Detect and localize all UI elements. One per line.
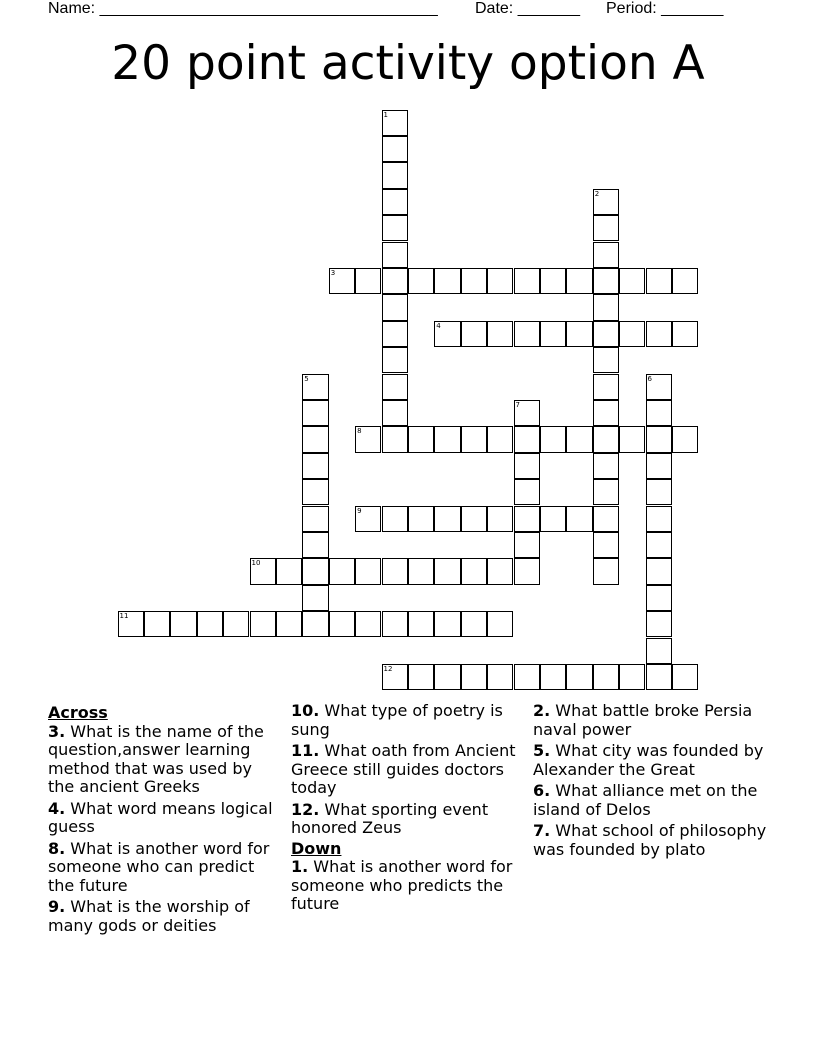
crossword-cell[interactable] (487, 558, 513, 584)
clue-text: What sporting event honored Zeus (291, 799, 489, 837)
crossword-cell[interactable] (646, 664, 672, 690)
crossword-cell[interactable] (646, 558, 672, 584)
crossword-cell[interactable] (619, 664, 645, 690)
crossword-cell[interactable] (566, 426, 592, 452)
clue-item (533, 782, 773, 819)
clue-item (291, 702, 526, 739)
clue-number-label: 9 (357, 506, 362, 515)
period-field[interactable]: Period: _______ (606, 0, 724, 17)
across-heading: Across (48, 703, 108, 722)
crossword-cell[interactable] (672, 268, 698, 294)
clue-number: 5. (533, 741, 551, 760)
clue-number: 10. (291, 701, 320, 720)
clue-text: What is the name of the question,answer learning method that was used by the ancient Greeks (48, 721, 264, 796)
crossword-cell[interactable] (434, 664, 460, 690)
clues-column-1 (48, 702, 283, 938)
crossword-cell[interactable] (619, 268, 645, 294)
crossword-cell[interactable] (408, 506, 434, 532)
crossword-cell[interactable] (382, 162, 408, 188)
crossword-cell[interactable] (302, 479, 328, 505)
clue-number-label: 6 (647, 374, 652, 383)
crossword-cell[interactable] (487, 426, 513, 452)
crossword-cell[interactable] (540, 321, 566, 347)
crossword-cell[interactable] (593, 400, 619, 426)
crossword-cell[interactable] (593, 294, 619, 320)
crossword-cell[interactable] (593, 321, 619, 347)
across-clue-list-continued (291, 702, 526, 838)
crossword-cell[interactable] (646, 611, 672, 637)
crossword-cell[interactable] (593, 426, 619, 452)
crossword-cell[interactable] (382, 374, 408, 400)
crossword-cell[interactable] (302, 585, 328, 611)
crossword-cell[interactable] (514, 268, 540, 294)
crossword-cell[interactable] (302, 453, 328, 479)
crossword-cell[interactable] (593, 664, 619, 690)
crossword-cell[interactable] (646, 426, 672, 452)
crossword-cell[interactable] (514, 453, 540, 479)
crossword-cell[interactable] (302, 611, 328, 637)
crossword-cell[interactable] (540, 664, 566, 690)
clue-text: What school of philosophy was founded by plato (533, 821, 767, 859)
crossword-cell[interactable] (593, 347, 619, 373)
page-title: 20 point activity option A (111, 36, 705, 91)
clue-item (48, 723, 283, 797)
crossword-cell[interactable] (514, 558, 540, 584)
clue-item (291, 742, 526, 798)
clue-number-label: 7 (515, 400, 520, 409)
clue-number-label: 10 (251, 559, 261, 568)
clue-number: 6. (533, 781, 551, 800)
clues-column-3 (533, 702, 773, 862)
crossword-cell[interactable] (514, 426, 540, 452)
crossword-cell[interactable] (382, 506, 408, 532)
crossword-cell[interactable] (382, 426, 408, 452)
crossword-cell[interactable] (461, 611, 487, 637)
crossword-cell[interactable] (593, 215, 619, 241)
crossword-cell[interactable] (382, 268, 408, 294)
down-clue-list-continued (533, 702, 773, 859)
crossword-cell[interactable] (382, 558, 408, 584)
clue-number-label: 2 (594, 189, 600, 198)
crossword-cell[interactable] (355, 268, 381, 294)
crossword-cell[interactable] (593, 479, 619, 505)
crossword-cell[interactable] (461, 664, 487, 690)
crossword-cell[interactable] (646, 638, 672, 664)
clue-number: 7. (533, 821, 551, 840)
crossword-cell[interactable] (646, 453, 672, 479)
crossword-cell[interactable] (382, 347, 408, 373)
clue-text: What type of poetry is sung (291, 701, 503, 739)
crossword-cell[interactable] (566, 664, 592, 690)
clue-number-label: 3 (330, 268, 336, 277)
clue-text: What is another word for someone who predicts the future (291, 857, 513, 913)
crossword-cell[interactable] (593, 242, 619, 268)
clue-item (533, 742, 773, 779)
clue-number-label: 5 (304, 374, 309, 383)
crossword-cell[interactable] (302, 400, 328, 426)
crossword-cell[interactable] (408, 611, 434, 637)
crossword-cell[interactable] (646, 532, 672, 558)
crossword-cell[interactable] (646, 400, 672, 426)
crossword-cell[interactable] (593, 558, 619, 584)
crossword-cell[interactable] (540, 268, 566, 294)
crossword-cell[interactable] (434, 426, 460, 452)
clue-text: What city was founded by Alexander the Great (533, 741, 764, 779)
crossword-cell[interactable] (250, 611, 276, 637)
across-clue-list (48, 723, 283, 936)
crossword-cell[interactable] (646, 479, 672, 505)
crossword-cell[interactable] (461, 268, 487, 294)
clue-text: What alliance met on the island of Delos (533, 781, 758, 819)
crossword-cell[interactable] (461, 426, 487, 452)
crossword-cell[interactable] (382, 189, 408, 215)
crossword-cell[interactable] (382, 400, 408, 426)
crossword-cell[interactable] (540, 426, 566, 452)
crossword-cell[interactable] (170, 611, 196, 637)
crossword-cell[interactable] (514, 506, 540, 532)
clue-number: 9. (48, 897, 66, 916)
crossword-cell[interactable] (646, 506, 672, 532)
crossword-cell[interactable] (487, 611, 513, 637)
crossword-cell[interactable] (382, 611, 408, 637)
crossword-cell[interactable] (672, 664, 698, 690)
clue-text: What battle broke Persia naval power (533, 701, 753, 739)
clue-number-label: 4 (436, 321, 441, 330)
clue-number-label: 11 (119, 612, 129, 621)
crossword-cell[interactable] (144, 611, 170, 637)
crossword-cell[interactable] (434, 506, 460, 532)
clue-number: 2. (533, 701, 551, 720)
clue-item (533, 822, 773, 859)
crossword-cell[interactable] (619, 321, 645, 347)
crossword-cell[interactable] (646, 321, 672, 347)
crossword-cell[interactable] (487, 506, 513, 532)
clue-number: 3. (48, 721, 66, 741)
date-field[interactable]: Date: _______ (475, 0, 580, 17)
crossword-cell[interactable] (302, 426, 328, 452)
crossword-cell[interactable] (619, 426, 645, 452)
crossword-cell[interactable] (302, 532, 328, 558)
crossword-cell[interactable] (382, 136, 408, 162)
crossword-cell[interactable] (672, 321, 698, 347)
clue-item (48, 840, 283, 896)
crossword-cell[interactable] (514, 532, 540, 558)
clue-number-label: 8 (357, 427, 362, 436)
crossword-cell[interactable] (434, 611, 460, 637)
clue-number: 4. (48, 798, 66, 818)
crossword-cell[interactable] (408, 426, 434, 452)
clue-text: What word means logical guess (48, 798, 273, 836)
crossword-cell[interactable] (382, 321, 408, 347)
crossword-cell[interactable] (646, 585, 672, 611)
name-field[interactable]: Name: ______________________________________ (48, 0, 438, 17)
crossword-cell[interactable] (461, 321, 487, 347)
crossword-cell[interactable] (514, 664, 540, 690)
crossword-cell[interactable] (514, 321, 540, 347)
crossword-cell[interactable] (566, 268, 592, 294)
crossword-cell[interactable] (434, 558, 460, 584)
crossword-cell[interactable] (434, 268, 460, 294)
crossword-cell[interactable] (461, 558, 487, 584)
crossword-cell[interactable] (408, 558, 434, 584)
crossword-cell[interactable] (566, 321, 592, 347)
crossword-cell[interactable] (355, 558, 381, 584)
crossword-cell[interactable] (382, 294, 408, 320)
crossword-cell[interactable] (408, 664, 434, 690)
crossword-cell[interactable] (382, 215, 408, 241)
crossword-cell[interactable] (355, 611, 381, 637)
clue-item (291, 801, 526, 838)
crossword-cell[interactable] (197, 611, 223, 637)
crossword-cell[interactable] (566, 506, 592, 532)
crossword-cell[interactable] (487, 321, 513, 347)
crossword-cell[interactable] (593, 453, 619, 479)
crossword-cell[interactable] (593, 532, 619, 558)
crossword-cell[interactable] (646, 268, 672, 294)
crossword-cell[interactable] (487, 664, 513, 690)
crossword-cell[interactable] (329, 611, 355, 637)
crossword-cell[interactable] (382, 242, 408, 268)
crossword-cell[interactable] (408, 268, 434, 294)
crossword-cell[interactable] (540, 506, 566, 532)
clue-item (48, 898, 283, 935)
crossword-cell[interactable] (593, 506, 619, 532)
crossword-cell[interactable] (593, 268, 619, 294)
crossword-cell[interactable] (276, 611, 302, 637)
clue-item (291, 858, 526, 914)
crossword-cell[interactable] (593, 374, 619, 400)
clues-column-2 (291, 702, 526, 917)
clue-number: 11. (291, 741, 320, 760)
crossword-cell[interactable] (514, 479, 540, 505)
crossword-cell[interactable] (487, 268, 513, 294)
down-clue-list (291, 858, 526, 914)
crossword-cell[interactable] (302, 506, 328, 532)
crossword-cell[interactable] (302, 558, 328, 584)
crossword-cell[interactable] (672, 426, 698, 452)
crossword-cell[interactable] (223, 611, 249, 637)
clue-number-label: 1 (383, 110, 388, 119)
clue-text: What oath from Ancient Greece still guides doctors today (291, 741, 516, 797)
crossword-cell[interactable] (461, 506, 487, 532)
clue-number: 1. (291, 857, 309, 876)
crossword-cell[interactable] (276, 558, 302, 584)
clue-number: 12. (291, 799, 320, 819)
crossword-cell[interactable] (329, 558, 355, 584)
clue-number-label: 12 (383, 664, 393, 673)
clue-number: 8. (48, 838, 66, 858)
down-heading: Down (291, 838, 342, 858)
clue-item (533, 702, 773, 739)
clue-item (48, 800, 283, 837)
clue-text: What is the worship of many gods or deities (48, 897, 250, 935)
clue-text: What is another word for someone who can predict the future (48, 838, 270, 895)
